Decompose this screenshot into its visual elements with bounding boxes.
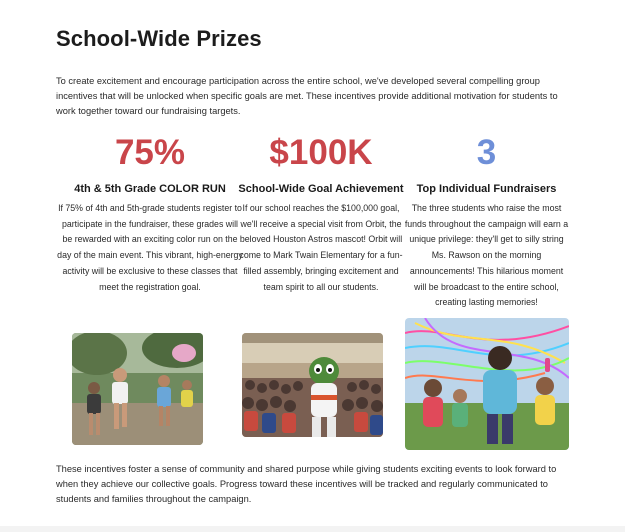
outro-paragraph: These incentives foster a sense of community and shared purpose while giving students exciting events to look forward to when they achieve our collective goals. Progress toward these incentives will be tracked and regularly communicated to students and families throughout the campaign.	[56, 464, 557, 504]
silly-string-photo	[405, 318, 569, 450]
prize-top-fundraisers	[404, 132, 569, 311]
page-title: School-Wide Prizes	[56, 26, 262, 51]
prize-stat: $100K	[269, 133, 373, 172]
prize-heading: Top Individual Fundraisers	[416, 183, 557, 195]
prize-heading: 4th & 5th Grade COLOR RUN	[74, 183, 226, 195]
children-running-color-run-photo	[72, 333, 203, 445]
prize-description: The three students who raise the most funds throughout the campaign will earn a unique privilege: they'll get to silly string Ms. Rawson on the morning announcements! This hilarious moment will be broadcast to the entire school, creating lasting memories!	[404, 203, 569, 308]
prize-stat: 75%	[114, 133, 186, 172]
prize-stat: 3	[476, 133, 497, 172]
mascot-assembly-photo	[242, 333, 383, 437]
intro-paragraph: To create excitement and encourage participation across the entire school, we've developed several compelling group incentives that will be unlocked when specific goals are met. These incentives provide additional motivation for students to work together toward our fundraising targets.	[56, 76, 558, 116]
prize-heading: School-Wide Goal Achievement	[238, 183, 404, 195]
prize-description: If 75% of 4th and 5th-grade students register to participate in the fundraiser, these grades will be rewarded with an exciting color run on the day of the main event. This vibrant, high-energy activity will be exclusive to these classes that meet the registration goal.	[57, 203, 243, 292]
prize-color-run	[56, 132, 244, 295]
prize-school-goal	[236, 132, 406, 295]
page-bottom-edge	[0, 526, 625, 532]
prize-description: If our school reaches the $100,000 goal, we'll receive a special visit from Orbit, the beloved Houston Astros mascot! Orbit will come to Mark Twain Elementary for a fun-filled assembly, bringing excitement and team spirit to all our students.	[239, 203, 403, 292]
